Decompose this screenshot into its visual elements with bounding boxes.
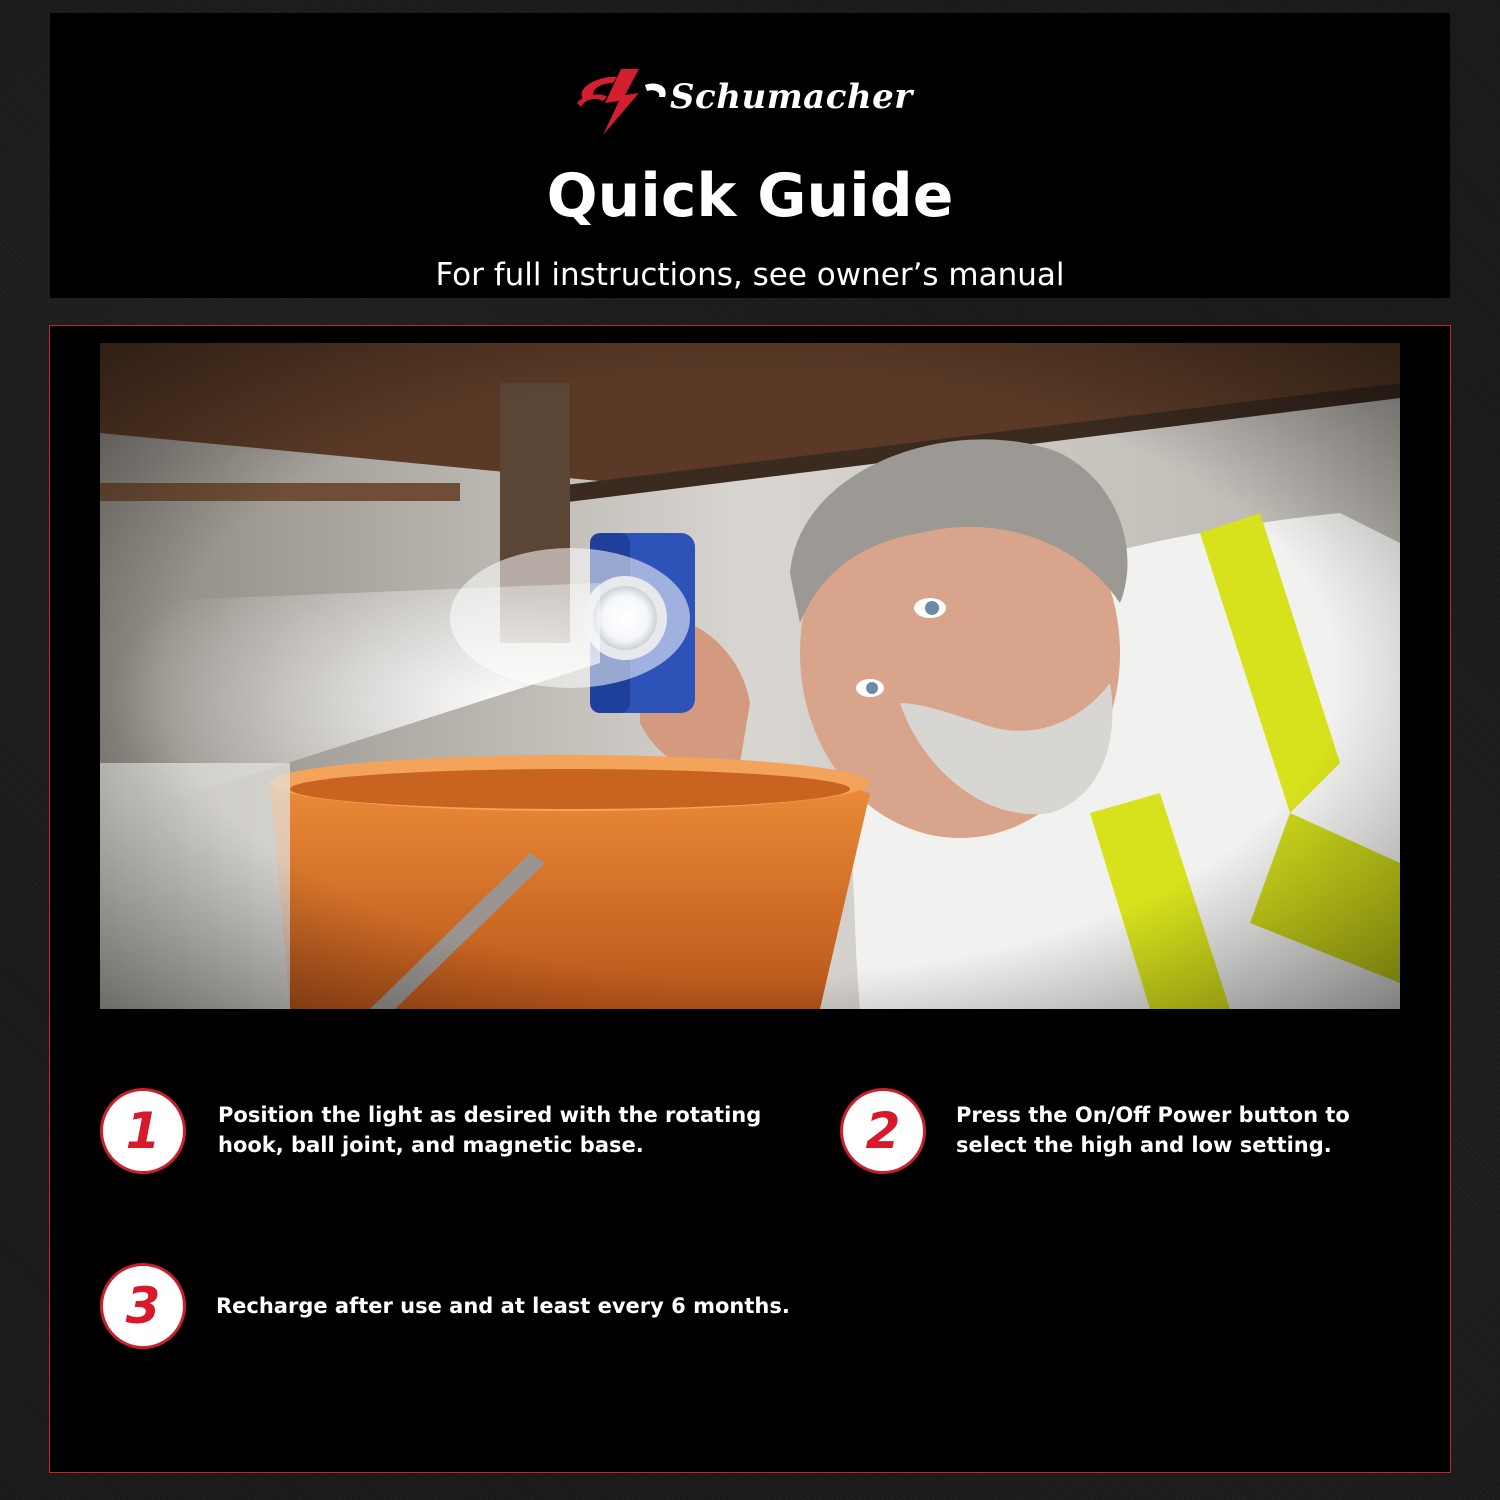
step-3-number: 3 [125,1277,161,1335]
step-2-number: 2 [865,1102,901,1160]
step-3-badge [100,1263,186,1349]
brand-wordmark: Schumacher [670,77,913,117]
lightning-logo-icon [555,63,685,138]
page-title: Quick Guide [546,161,954,231]
step-3-text: Recharge after use and at least every 6 months. [216,1294,790,1318]
photo-person-with-work-light-icon [100,343,1400,1009]
brand-logo [555,63,940,138]
step-2-badge [840,1088,926,1174]
product-photo [100,343,1400,1009]
step-1-number: 1 [125,1102,161,1160]
step-2-text: Press the On/Off Power button to select the high and low setting. [956,1103,1350,1157]
step-1-badge [100,1088,186,1174]
page-subtitle: For full instructions, see owner’s manual [435,257,1065,293]
step-1-text: Position the light as desired with the rotating hook, ball joint, and magnetic base. [218,1103,762,1157]
content-panel [49,325,1451,1473]
header-panel [50,13,1450,298]
